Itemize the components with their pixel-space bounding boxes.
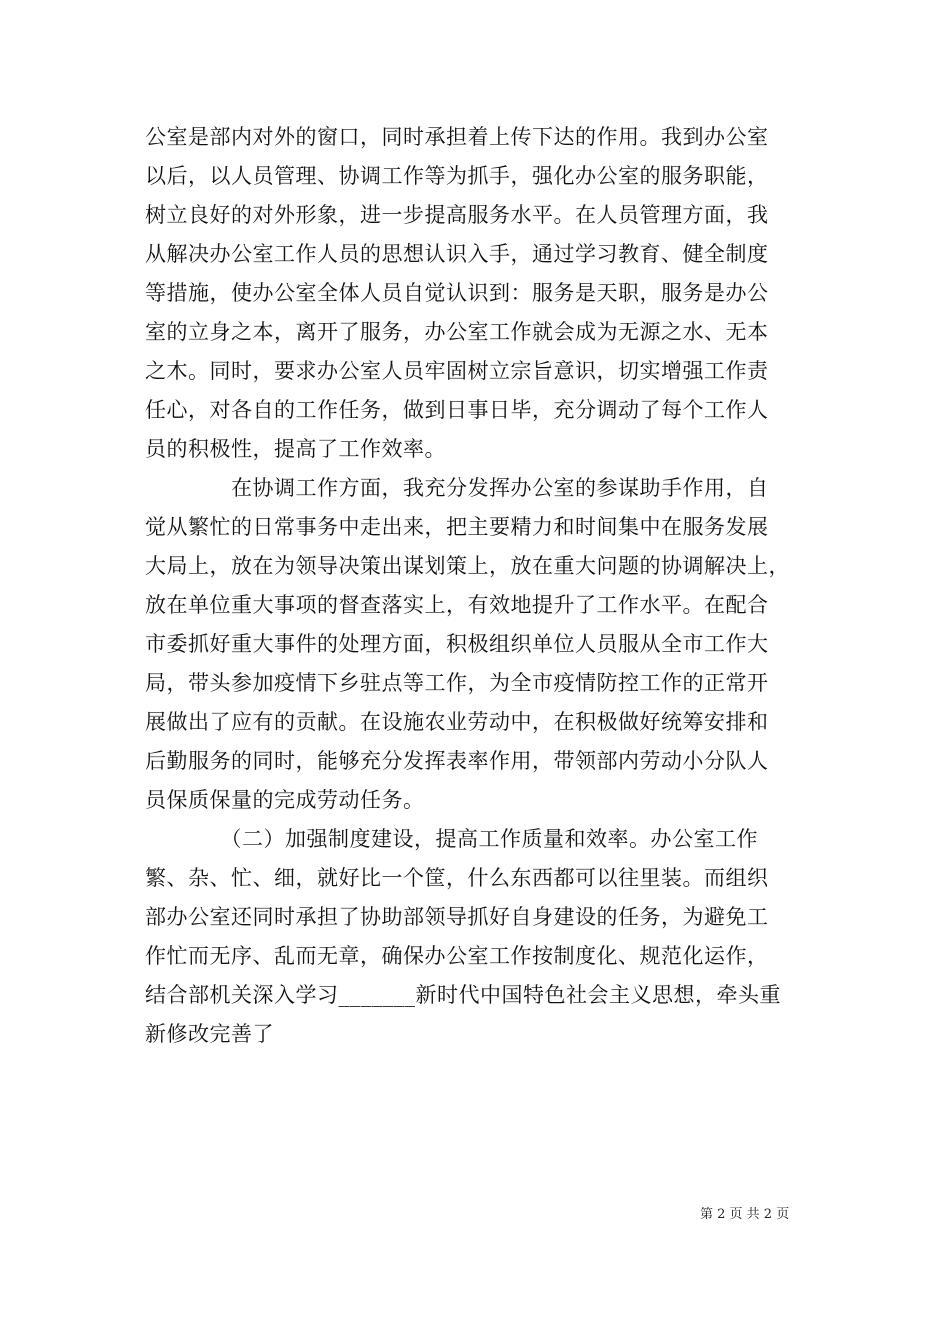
text-line: 大局上，放在为领导决策出谋划策上，放在重大问题的协调解决上， — [145, 554, 790, 578]
text-line: 觉从繁忙的日常事务中走出来，把主要精力和时间集中在服务发展 — [145, 515, 769, 539]
text-line: 放在单位重大事项的督查落实上，有效地提升了工作水平。在配合 — [145, 593, 769, 617]
text-line: 室的立身之本，离开了服务，办公室工作就会成为无源之水、无本 — [145, 320, 769, 344]
text-line: 以后，以人员管理、协调工作等为抓手，强化办公室的服务职能， — [145, 164, 769, 188]
text-line: 员保质保量的完成劳动任务。 — [145, 788, 425, 812]
text-line: 任心，对各自的工作任务，做到日事日毕，充分调动了每个工作人 — [145, 398, 769, 422]
page-number-footer: 第 2 页 共 2 页 — [700, 1207, 790, 1222]
text-line: 展做出了应有的贡献。在设施农业劳动中，在积极做好统筹安排和 — [145, 710, 769, 734]
text-line: 繁、杂、忙、细，就好比一个筐，什么东西都可以往里装。而组织 — [145, 866, 769, 890]
text-line: 结合部机关深入学习_______新时代中国特色社会主义思想，牵头重 — [145, 983, 781, 1007]
text-line: 公室是部内对外的窗口，同时承担着上传下达的作用。我到办公室 — [145, 125, 769, 149]
body-text — [145, 118, 835, 1054]
text-line: 作忙而无序、乱而无章，确保办公室工作按制度化、规范化运作， — [145, 944, 769, 968]
text-line: 员的积极性，提高了工作效率。 — [145, 437, 446, 461]
text-line: 新修改完善了 — [145, 1022, 274, 1046]
text-line: 后勤服务的同时，能够充分发挥表率作用，带领部内劳动小分队人 — [145, 749, 769, 773]
text-line: 局，带头参加疫情下乡驻点等工作，为全市疫情防控工作的正常开 — [145, 671, 769, 695]
text-line: （二）加强制度建设，提高工作质量和效率。办公室工作 — [145, 827, 758, 851]
text-line: 树立良好的对外形象，进一步提高服务水平。在人员管理方面，我 — [145, 203, 769, 227]
text-line: 在协调工作方面，我充分发挥办公室的参谋助手作用，自 — [145, 476, 769, 500]
text-line: 等措施，使办公室全体人员自觉认识到：服务是天职，服务是办公 — [145, 281, 769, 305]
text-line: 市委抓好重大事件的处理方面，积极组织单位人员服从全市工作大 — [145, 632, 769, 656]
text-line: 从解决办公室工作人员的思想认识入手，通过学习教育、健全制度 — [145, 242, 769, 266]
text-line: 之木。同时，要求办公室人员牢固树立宗旨意识，切实增强工作责 — [145, 359, 769, 383]
text-line: 部办公室还同时承担了协助部领导抓好自身建设的任务，为避免工 — [145, 905, 769, 929]
